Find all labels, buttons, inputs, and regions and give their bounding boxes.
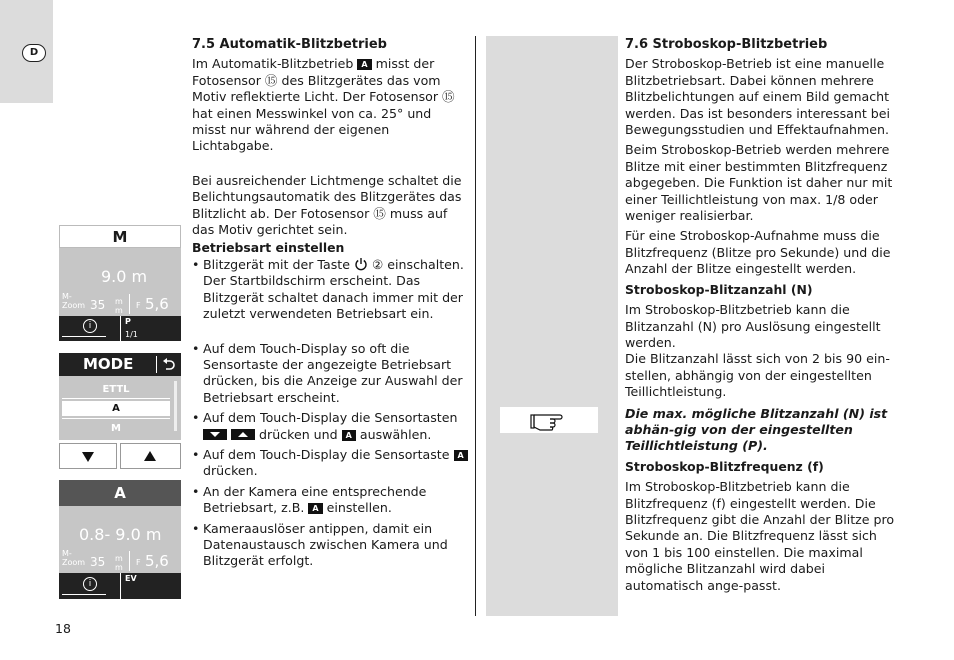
- zoom-unit: m m: [115, 297, 123, 315]
- divider: [62, 418, 170, 419]
- zoom-label: M- Zoom: [62, 549, 86, 567]
- mode-option-a[interactable]: A: [62, 401, 170, 416]
- back-arrow-icon[interactable]: [162, 356, 176, 376]
- list-item: • An der Kamera eine entsprechende Betriebsart, z.B. A einstellen.: [192, 484, 468, 517]
- arrow-up-icon: [121, 444, 180, 468]
- power-icon: [354, 257, 368, 272]
- aperture-value: 5,6: [145, 295, 169, 313]
- page-number: 18: [55, 621, 71, 636]
- screen-m-title: M: [59, 225, 181, 248]
- section-heading-7-5: 7.5 Automatik-Blitzbetrieb: [192, 37, 387, 52]
- mode-a-badge: A: [308, 503, 322, 514]
- arrow-up-icon: [231, 429, 255, 440]
- list-item: • Kameraauslöser antippen, damit ein Datenaustausch zwischen Kamera und Blitzgerät erfolgt.: [192, 521, 468, 570]
- mode-arrow-buttons: [59, 440, 181, 470]
- range-value: 0.8- 9.0 m: [79, 525, 162, 544]
- paragraph-strobe-flashes: Beim Stroboskop-Betrieb werden mehrere Blitze mit einer bestimmten Blitzfrequenz abgegeben. Die Funktion ist daher nur mit einer Teillichtleistung von max. 1/8 oder weniger realisierbar.: [625, 142, 893, 224]
- f-label: F: [136, 558, 141, 567]
- scrollbar[interactable]: [174, 381, 177, 431]
- paragraph-flash-count-range: Die Blitzanzahl lässt sich von 2 bis 90 ein-stellen, abhängig von der eingestellten Teillichtleistung.: [625, 351, 890, 400]
- arrow-down-icon: [203, 429, 227, 440]
- mode-list: [59, 376, 181, 440]
- f-label: F: [136, 301, 141, 310]
- note-text: Die max. mögliche Blitzanzahl (N) ist abhän-gig von der eingestellten Teillichtleistung (P).: [625, 405, 888, 454]
- mode-option-m[interactable]: M: [111, 423, 121, 434]
- screen-a-title: A: [59, 480, 181, 506]
- divider: [120, 573, 121, 599]
- paragraph-automatic-light: Bei ausreichender Lichtmenge schaltet die Belichtungsautomatik des Blitzgerätes das Blitzlicht ab. Der Fotosensor ⑮ muss auf das Motiv gerichtet sein.: [192, 172, 462, 238]
- left-column: [192, 37, 468, 570]
- zoom-value: 35: [90, 555, 106, 569]
- list-item: • Blitzgerät mit der Taste ② einschalten. Der Startbildschirm erscheint. Das Blitzgerät schaltet danach immer mit der zuletzt verwendeten Betriebsart ein.: [192, 257, 468, 323]
- paragraph-flash-count: Im Stroboskop-Blitzbetrieb kann die Blitzanzahl (N) pro Auslösung eingestellt werden.: [625, 302, 881, 350]
- column-divider: [475, 36, 476, 616]
- mode-a-badge: A: [454, 450, 468, 461]
- mode-screen-header: [59, 353, 181, 376]
- divider: [62, 336, 106, 337]
- zoom-unit: m m: [115, 554, 123, 572]
- list-item: • Auf dem Touch-Display die Sensortaste A drücken.: [192, 447, 468, 480]
- power-level-value: 1/1: [125, 330, 138, 339]
- subheading-flash-frequency: Stroboskop-Blitzfrequenz (f): [625, 458, 824, 474]
- list-item: • Auf dem Touch-Display die Sensortasten drücken und A auswählen.: [192, 410, 468, 443]
- info-icon[interactable]: i: [83, 319, 97, 333]
- range-value: 9.0 m: [101, 267, 148, 286]
- pointing-hand-icon: [500, 407, 598, 433]
- section-heading-7-6: 7.6 Stroboskop-Blitzbetrieb: [625, 37, 828, 52]
- instruction-list: [192, 257, 468, 570]
- arrow-down-button[interactable]: [59, 443, 117, 469]
- paragraph-strobe-intro: Der Stroboskop-Betrieb ist eine manuelle Blitzbetriebsart. Dabei können mehrere Blitzbelichtungen auf einem Bild gemacht werden. Das ist besonders interessant bei Bewegungsstudien und Effektaufnahmen.: [625, 56, 891, 138]
- divider: [156, 356, 157, 373]
- info-icon[interactable]: i: [83, 577, 97, 591]
- language-badge: D: [22, 44, 46, 62]
- divider: [62, 398, 170, 399]
- divider: [120, 316, 121, 341]
- aperture-value: 5,6: [145, 552, 169, 570]
- list-item: • Auf dem Touch-Display so oft die Sensortaste der angezeigte Betriebsart drücken, bis die Anzeige zur Auswahl der Betriebsart erscheint.: [192, 341, 468, 407]
- mode-title: MODE: [83, 355, 134, 373]
- power-level-label: P: [125, 317, 131, 326]
- margin-column: [486, 36, 618, 616]
- paragraph-automatic-intro: Im Automatik-Blitzbetrieb A misst der Fotosensor ⑮ des Blitzgerätes das vom Motiv reflektierte Licht. Der Fotosensor ⑮ hat einen Messwinkel von ca. 25° und misst nur während der eigenen Lichtabgabe.: [192, 56, 455, 154]
- screen-m-bottom: [59, 316, 181, 341]
- note-box: [500, 407, 598, 433]
- arrow-up-button[interactable]: [120, 443, 181, 469]
- divider: [129, 551, 130, 571]
- right-column: [625, 37, 895, 594]
- ev-label: EV: [125, 574, 137, 583]
- mode-option-ettl[interactable]: ETTL: [102, 384, 130, 395]
- screen-a-bottom: [59, 573, 181, 599]
- paragraph-strobe-settings: Für eine Stroboskop-Aufnahme muss die Blitzfrequenz (Blitze pro Sekunde) und die Anzahl der Blitze eingestellt werden.: [625, 228, 891, 277]
- subheading-mode-setting: Betriebsart einstellen: [192, 240, 345, 256]
- paragraph-flash-frequency: Im Stroboskop-Blitzbetrieb kann die Blitzfrequenz (f) eingestellt werden. Die Blitzfrequenz gibt die Anzahl der Blitze pro Sekunde an. Die Blitzfrequenz lässt sich von 1 bis 100 einstellen. Die maximal mögliche Blitzanzahl wird dabei automatisch ange-passt.: [625, 479, 895, 593]
- divider: [62, 594, 106, 595]
- mode-a-badge: A: [342, 430, 356, 441]
- zoom-label: M- Zoom: [62, 292, 86, 310]
- subheading-flash-count: Stroboskop-Blitzanzahl (N): [625, 281, 813, 297]
- arrow-down-icon: [60, 444, 116, 468]
- screen-m-display: [59, 248, 181, 316]
- mode-a-badge: A: [357, 59, 371, 70]
- zoom-value: 35: [90, 298, 106, 312]
- screen-a-display: [59, 506, 181, 573]
- divider: [129, 294, 130, 314]
